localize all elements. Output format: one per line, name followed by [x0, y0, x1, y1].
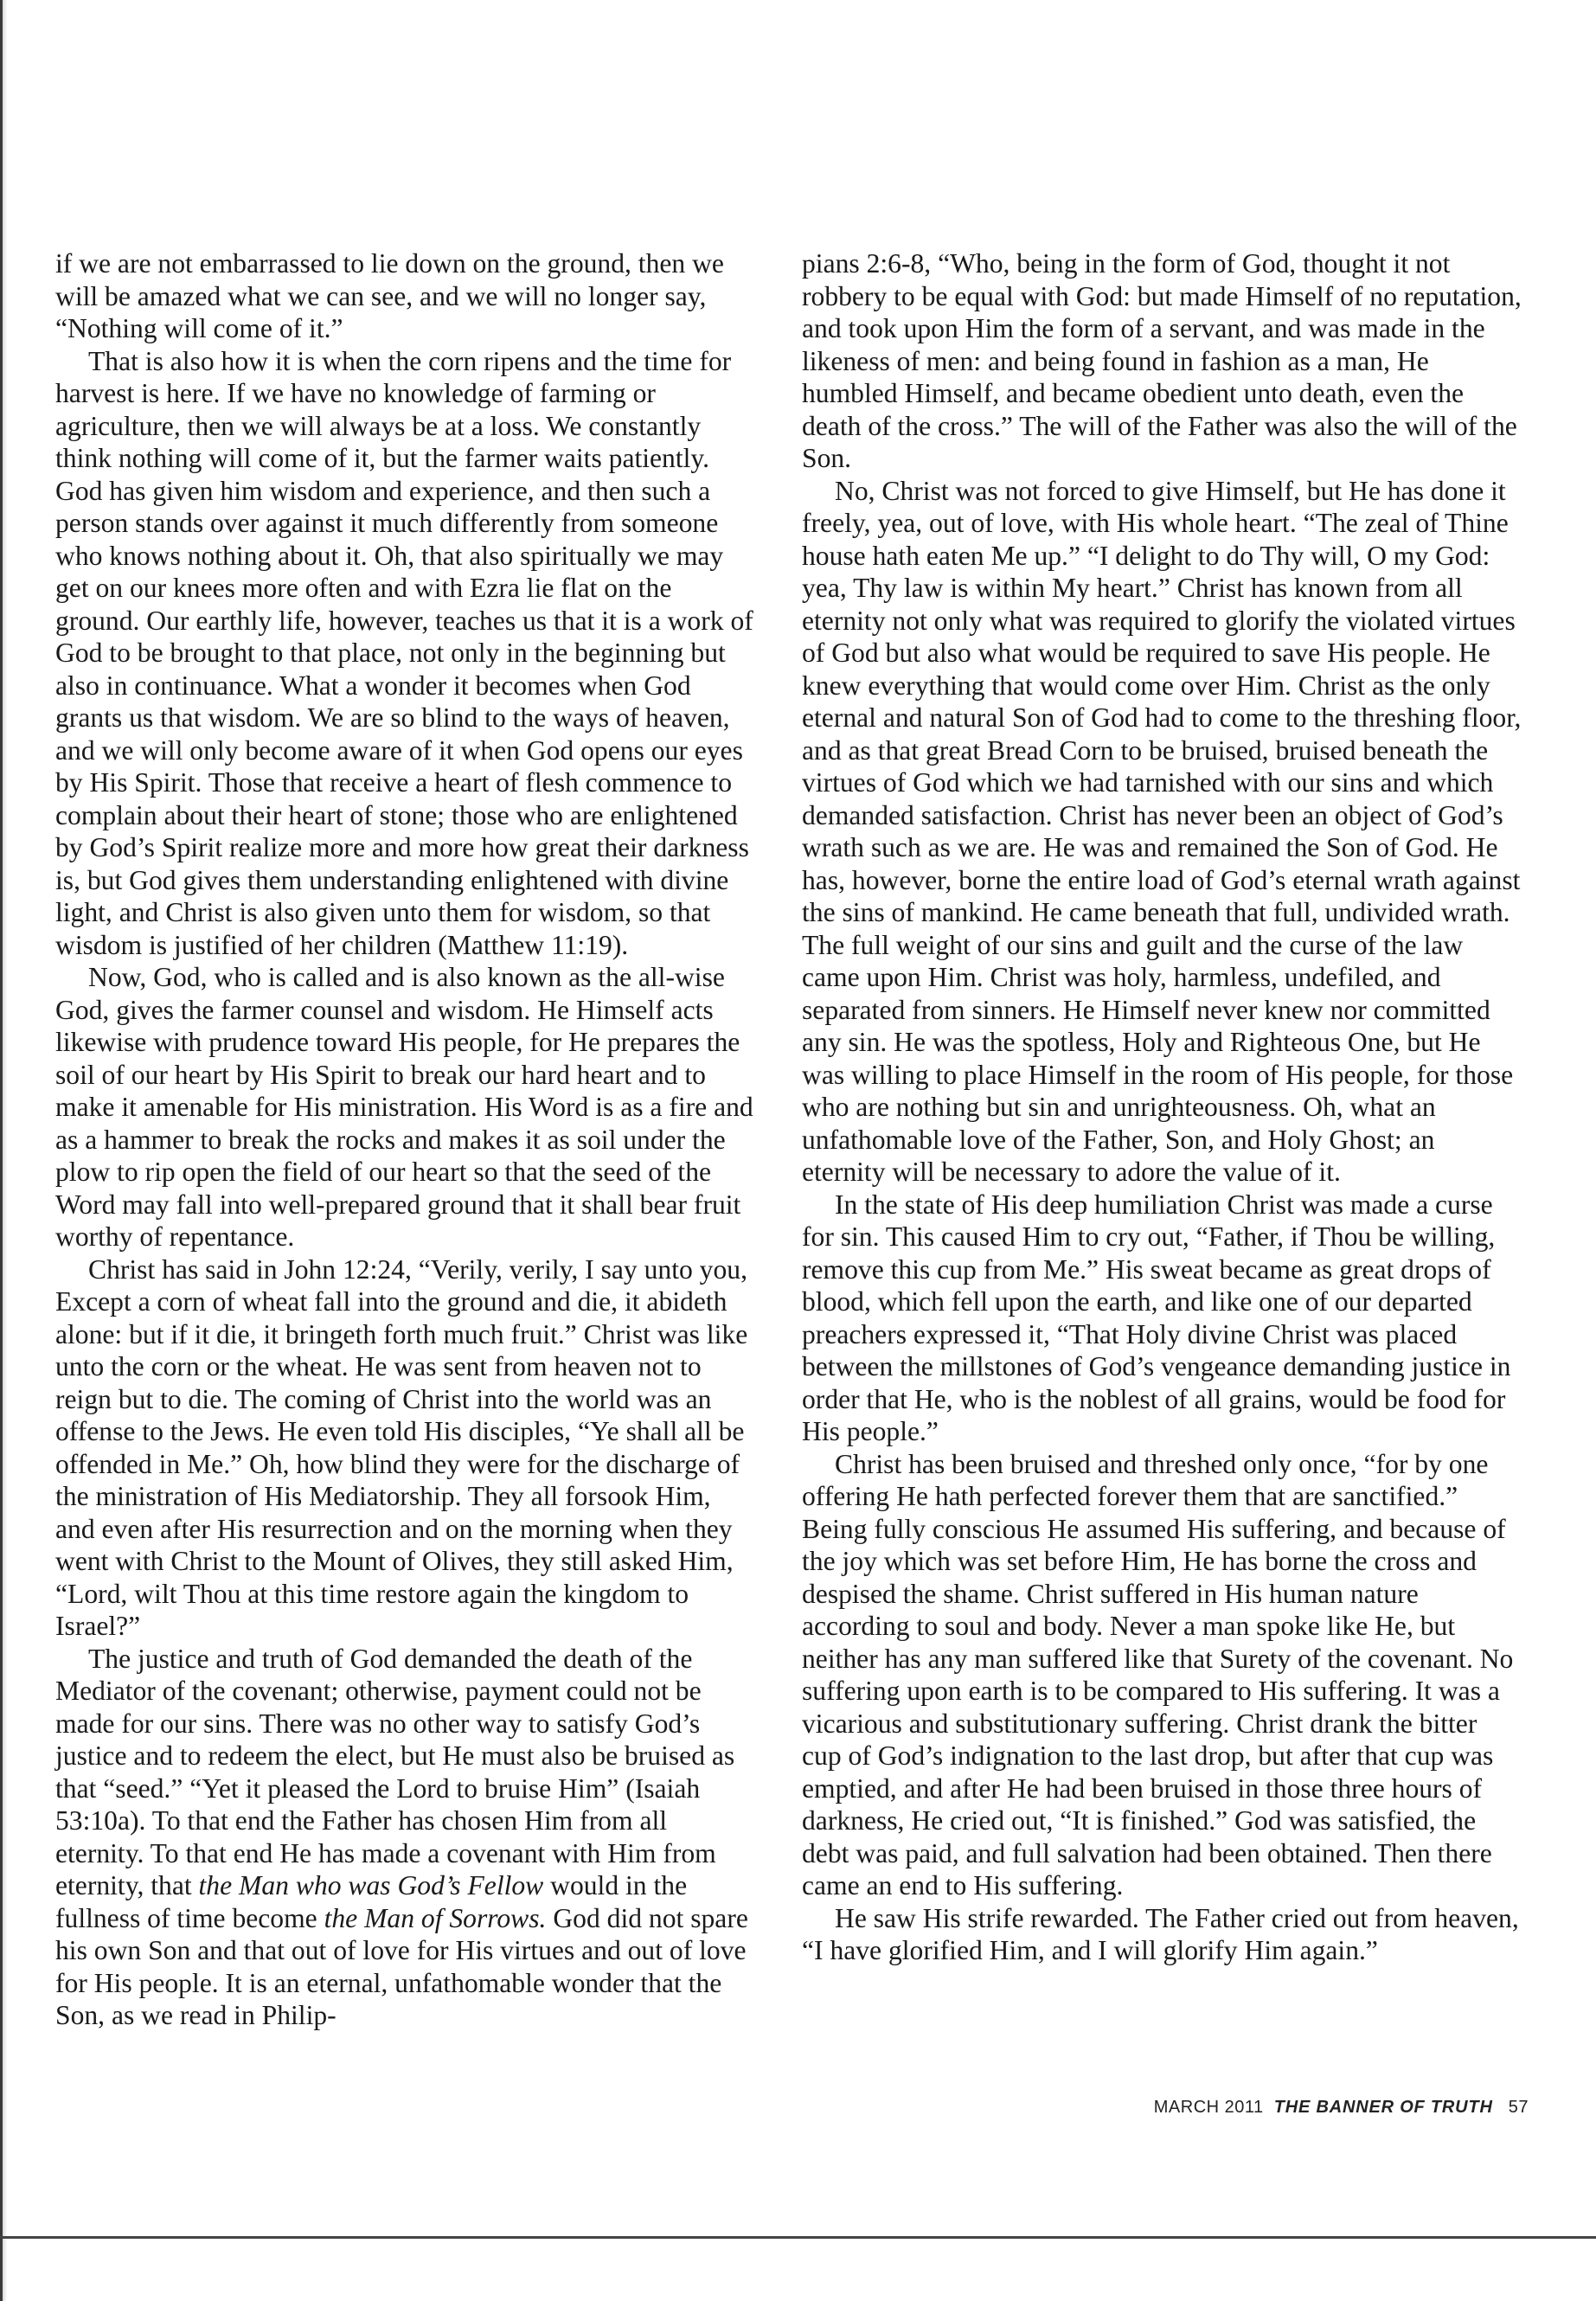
italic-phrase: the Man who was God’s Fellow: [198, 1870, 544, 1900]
paragraph: [55, 1643, 756, 2032]
text-run: The justice and truth of God demanded the death of the Mediator of the covenant; otherwise, payment could not be made for our sins. There was no other way to satisfy God’s justice and to redeem the elect, but He must also be bruised as that “seed.” “Yet it pleased the Lord to bruise Him” (Isaiah 53:10a). To that end the Father has chosen Him from all eternity. To that end He has made a covenant with Him from eternity, that: [55, 1643, 735, 1900]
paragraph: In the state of His deep humiliation Christ was made a curse for sin. This caused Him to cry out, “Father, if Thou be willing, remove this cup from Me.” His sweat became as great drops of blood, which fell upon the earth, and like one of our departed preachers expressed it, “That Holy divine Christ was placed between the millstones of God’s vengeance demanding justice in order that He, who is the noblest of all grains, would be food for His people.”: [802, 1189, 1511, 1446]
page-footer: [1154, 2098, 1529, 2118]
paragraph: Now, God, who is called and is also known as the all-wise God, gives the farmer counsel and wisdom. He Himself acts likewise with prudence toward His people, for He prepares the soil of our heart by His Spirit to break our hard heart and to make it amenable for His ministration. His Word is as a fire and as a hammer to break the rocks and makes it as soil under the plow to rip open the field of our heart so that the seed of the Word may fall into well-prepared ground that it shall bear fruit worthy of repentance.: [55, 962, 753, 1252]
paragraph: pians 2:6-8, “Who, being in the form of God, thought it not robbery to be equal with God: but made Himself of no reputation, and took upon Him the form of a servant, and was made in the likeness of men: and being found in fashion as a man, He humbled Himself, and became obedient unto death, even the death of the cross.” The will of the Father was also the will of the Son.: [802, 248, 1522, 473]
scan-edge-shadow: [0, 0, 7, 2301]
paragraph: No, Christ was not forced to give Himself, but He has done it freely, yea, out of love, with His whole heart. “The zeal of Thine house hath eaten Me up.” “I delight to do Thy will, O my God: yea, Thy law is within My heart.” Christ has known from all eternity not only what was required to glorify the violated virtues of God but also what would be required to save His people. He knew everything that would come over Him. Christ as the only eternal and natural Son of God had to come to the threshing floor, and as that great Bread Corn to be bruised, bruised beneath the virtues of God which we had tarnished with our sins and which demanded satisfaction. Christ has never been an object of God’s wrath such as we are. He was and remained the Son of God. He has, however, borne the entire load of God’s eternal wrath against the sins of mankind. He came beneath that full, undivided wrath. The full weight of our sins and guilt and the curse of the law came upon Him. Christ was holy, harmless, undefiled, and separated from sinners. He Himself never knew nor committed any sin. He was the spotless, Holy and Righteous One, but He was willing to place Himself in the room of His people, for those who are nothing but sin and unrighteousness. Oh, what an unfathomable love of the Father, Son, and Holy Ghost; an eternity will be necessary to adore the value of it.: [802, 475, 1522, 1187]
paragraph: He saw His strife rewarded. The Father cried out from heaven, “I have glorified Him, and I will glorify Him again.”: [802, 1902, 1519, 1965]
paragraph: Christ has said in John 12:24, “Verily, verily, I say unto you, Except a corn of wheat fall into the ground and die, it abideth alone: but if it die, it bringeth forth much fruit.” Christ was like unto the corn or the wheat. He was sent from heaven not to reign but to die. The coming of Christ into the world was an offense to the Jews. He even told His disciples, “Ye shall all be offended in Me.” Oh, how blind they were for the discharge of the ministration of His Mediatorship. They all forsook Him, and even after His resurrection and on the morning when they went with Christ to the Mount of Olives, they still asked Him, “Lord, wilt Thou at this time restore again the kingdom to Israel?”: [55, 1253, 748, 1641]
italic-phrase: the Man of Sorrows.: [324, 1902, 547, 1933]
paragraph: Christ has been bruised and threshed only once, “for by one offering He hath perfected forever them that are sanctified.” Being fully conscious He assumed His suffering, and because of the joy which was set before Him, He has borne the cross and despised the shame. Christ suffered in His human nature according to soul and body. Never a man spoke like He, but neither has any man suffered like that Surety of the covenant. No suffering upon earth is to be compared to His suffering. It was a vicarious and substitutionary suffering. Christ drank the bitter cup of God’s indignation to the last drop, but after that cup was emptied, and after He had been bruised in those three hours of darkness, He cried out, “It is finished.” God was satisfied, the debt was paid, and full salvation had been obtained. Then there came an end to His suffering.: [802, 1448, 1514, 1900]
page-number: 57: [1508, 2098, 1529, 2117]
text-run: God did not spare his own Son and that out of love for His virtues and out of love for His people. It is an eternal, unfathomable wonder that the Son, as we read in Philip-: [55, 1902, 748, 2030]
issue-date: MARCH 2011: [1153, 2098, 1264, 2117]
bottom-rule: [0, 2236, 1596, 2239]
paragraph: if we are not embarrassed to lie down on the ground, then we will be amazed what we can see, and we will no longer say, “Nothing will come of it.”: [55, 248, 724, 343]
left-column: [55, 247, 756, 2032]
text-run: would in the fullness of time become: [55, 1870, 688, 1933]
magazine-title: THE BANNER OF TRUTH: [1273, 2098, 1493, 2117]
paragraph: That is also how it is when the corn ripens and the time for harvest is here. If we have no knowledge of farming or agriculture, then we will always be at a loss. We constantly think nothing will come of it, but the farmer waits patiently. God has given him wisdom and experience, and then such a person stands over against it much differently from someone who knows nothing about it. Oh, that also spiritually we may get on our knees more often and with Ezra lie flat on the ground. Our earthly life, however, teaches us that it is a work of God to be brought to that place, not only in the beginning but also in continuance. What a wonder it becomes when God grants us that wisdom. We are so blind to the ways of heaven, and we will only become aware of it when God opens our eyes by His Spirit. Those that receive a heart of flesh commence to complain about their heart of stone; those who are enlightened by God’s Spirit realize more and more how great their darkness is, but God gives them understanding enlightened with divine light, and Christ is also given unto them for wisdom, so that wisdom is justified of her children (Matthew 11:19).: [55, 345, 753, 960]
right-column: [802, 247, 1522, 1967]
